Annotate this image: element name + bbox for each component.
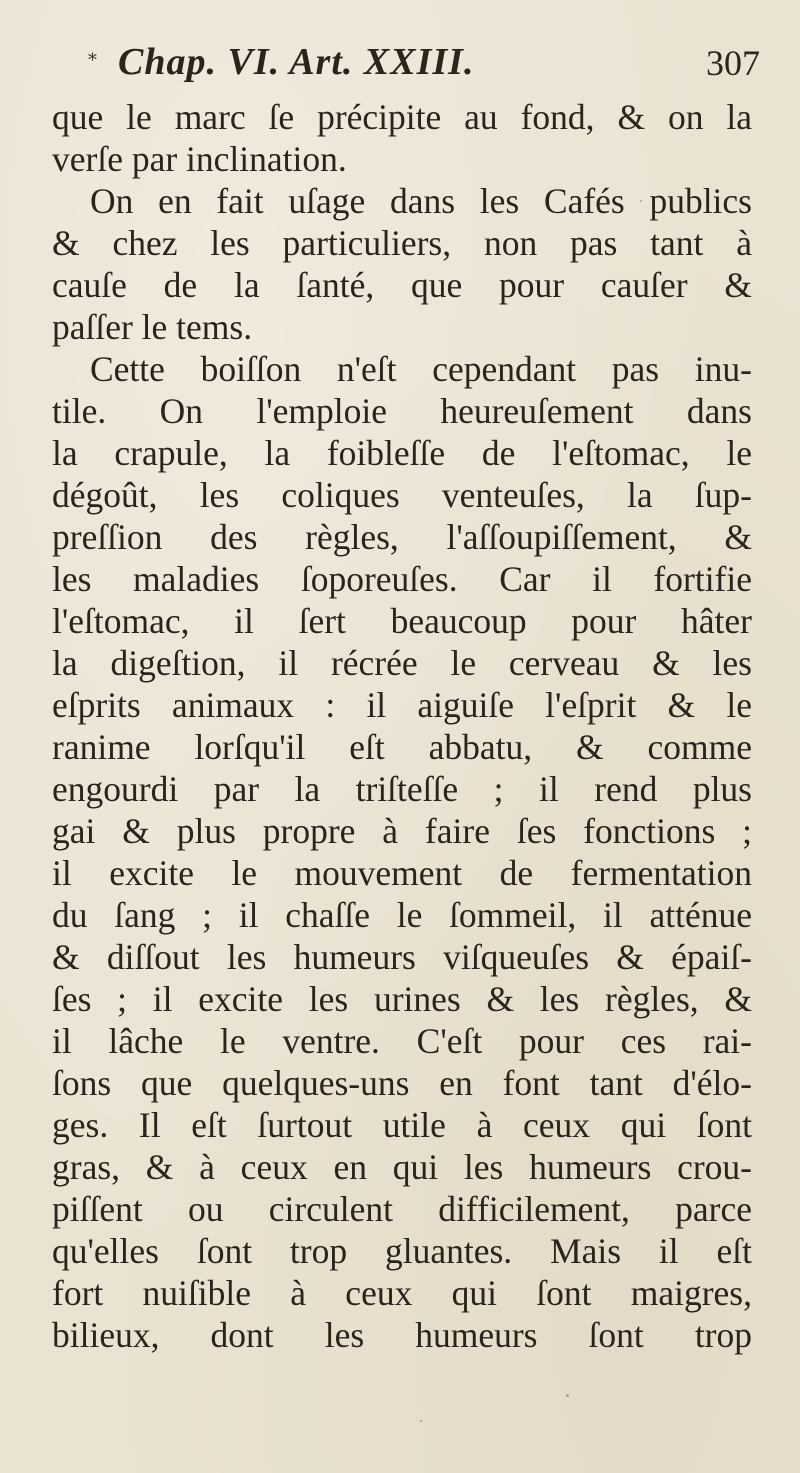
text-line: & diſſout les humeurs viſqueuſes & épaiſ- bbox=[52, 937, 752, 977]
text-line: preſſion des règles, l'aſſoupiſſement, & bbox=[52, 517, 752, 557]
text-line: bilieux, dont les humeurs ſont trop bbox=[52, 1315, 752, 1355]
text-line: du ſang ; il chaſſe le ſommeil, il atténue bbox=[52, 895, 752, 935]
text-line: dégoût, les coliques venteuſes, la ſup- bbox=[52, 475, 752, 515]
page-number: 307 bbox=[706, 43, 760, 83]
text-line: ges. Il eſt ſurtout utile à ceux qui ſont bbox=[52, 1105, 752, 1145]
text-line: ſons que quelques-uns en font tant d'élo- bbox=[52, 1063, 752, 1103]
text-line: paſſer le tems. bbox=[52, 307, 253, 347]
text-line: que le marc ſe précipite au fond, & on la bbox=[52, 97, 752, 137]
text-line: gai & plus propre à faire ſes fonctions ; bbox=[52, 811, 752, 851]
paper-speck bbox=[640, 200, 642, 202]
text-line: fort nuiſible à ceux qui ſont maigres, bbox=[52, 1273, 752, 1313]
text-line: cauſe de la ſanté, que pour cauſer & bbox=[52, 265, 752, 305]
printer-mark: * bbox=[88, 50, 97, 71]
text-line: il lâche le ventre. C'eſt pour ces rai- bbox=[52, 1021, 752, 1061]
text-line: piſſent ou circulent difficilement, parce bbox=[52, 1189, 752, 1229]
text-line: On en fait uſage dans les Cafés publics bbox=[90, 181, 752, 221]
text-line: ſes ; il excite les urines & les règles, & bbox=[52, 979, 752, 1019]
text-line: verſe par inclination. bbox=[52, 139, 347, 179]
text-line: & chez les particuliers, non pas tant à bbox=[52, 223, 752, 263]
text-line: la digeſtion, il récrée le cerveau & les bbox=[52, 643, 752, 683]
chapter-article-heading: Chap. VI. Art. XXIII. bbox=[118, 41, 475, 83]
text-line: gras, & à ceux en qui les humeurs crou- bbox=[52, 1147, 752, 1187]
paper-speck bbox=[566, 1394, 569, 1397]
text-line: Cette boiſſon n'eſt cependant pas inu- bbox=[90, 349, 752, 389]
text-line: engourdi par la triſteſſe ; il rend plus bbox=[52, 769, 752, 809]
text-line: l'eſtomac, il ſert beaucoup pour hâter bbox=[52, 601, 752, 641]
text-line: il excite le mouvement de fermentation bbox=[52, 853, 752, 893]
text-line: la crapule, la foibleſſe de l'eſtomac, le bbox=[52, 433, 752, 473]
text-line: eſprits animaux : il aiguiſe l'eſprit & le bbox=[52, 685, 752, 725]
running-head bbox=[0, 38, 800, 88]
text-line: ranime lorſqu'il eſt abbatu, & comme bbox=[52, 727, 752, 767]
text-line: tile. On l'emploie heureuſement dans bbox=[52, 391, 752, 431]
text-line: les maladies ſoporeuſes. Car il fortifie bbox=[52, 559, 752, 599]
paper-speck bbox=[420, 1420, 422, 1422]
text-line: qu'elles ſont trop gluantes. Mais il eſt bbox=[52, 1231, 752, 1271]
